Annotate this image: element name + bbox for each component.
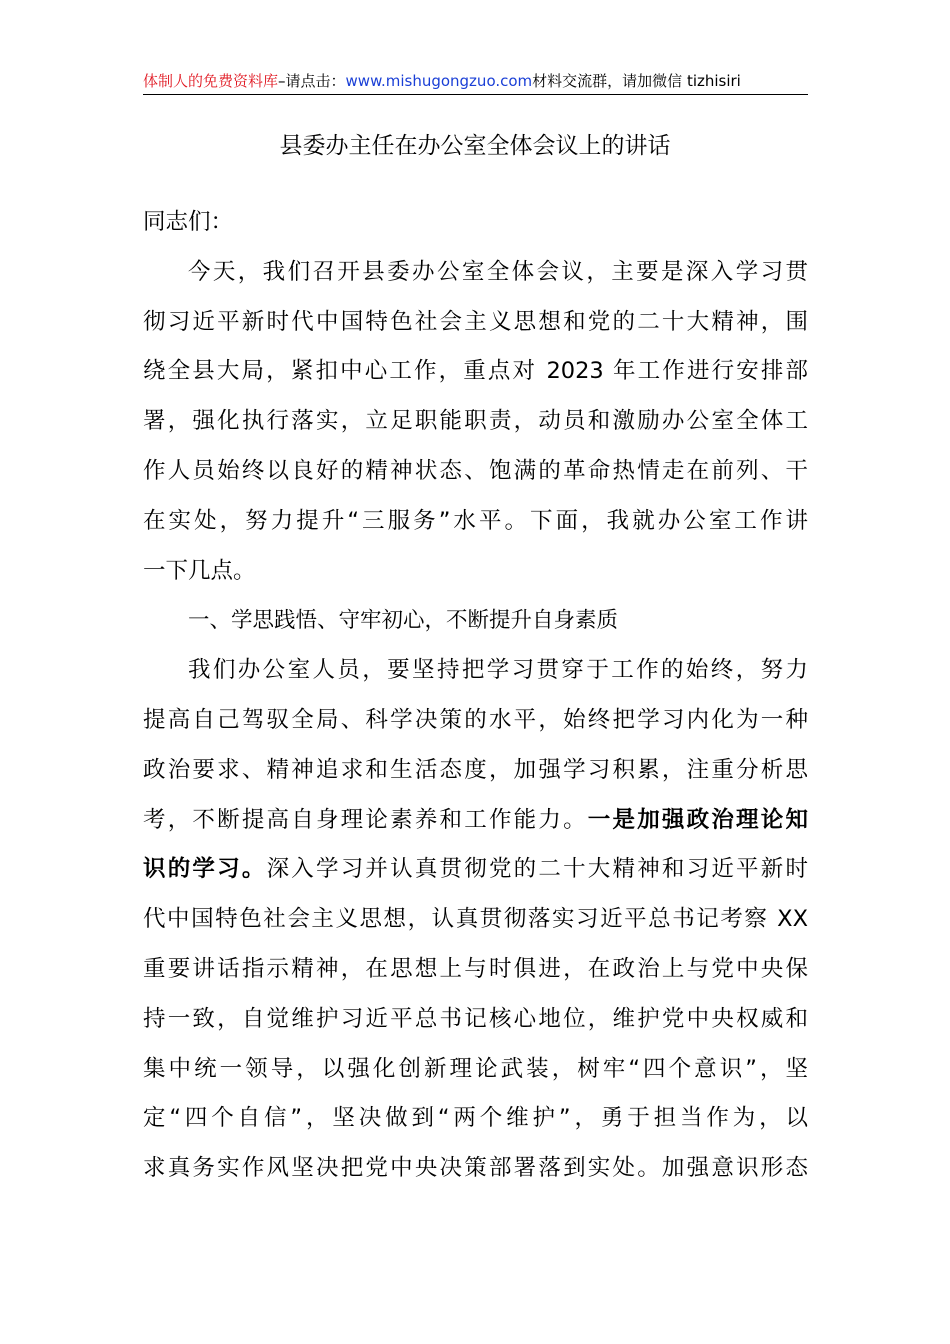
paragraph-line: 我们办公室人员，要坚持把学习贯穿于工作的始终，努力 [188,657,808,684]
paragraph-line: 集中统一领导，以强化创新理论武装，树牢“四个意识”，坚 [143,1055,808,1082]
paragraph-line: 彻习近平新时代中国特色社会主义思想和党的二十大精神，围 [143,308,808,335]
paragraph-line-mixed [143,845,808,895]
bold-lead-text: 一是加强政治理论知 [587,806,808,833]
plain-text: 考，不断提高自身理论素养和工作能力。 [143,806,588,833]
header-prompt: –请点击： [278,72,346,90]
header-brand: 体制人的免费资料库 [143,72,279,90]
header-url-link[interactable]: www.mishugongzuo.com [345,72,533,90]
salutation: 同志们： [143,209,234,235]
paragraph-line: 署，强化执行落实，立足职能职责，动员和激励办公室全体工 [143,408,808,435]
paragraph-line: 代中国特色社会主义思想，认真贯彻落实习近平总书记考察 XX [143,906,808,933]
document-title: 县委办主任在办公室全体会议上的讲话 [279,133,671,159]
paragraph-line: 在实处，努力提升“三服务”水平。下面，我就办公室工作讲 [143,507,808,534]
paragraph-line: 一下几点。 [143,557,256,584]
paragraph-line: 提高自己驾驭全局、科学决策的水平，始终把学习内化为一种 [143,706,808,733]
page-header [143,68,808,95]
plain-text: 深入学习并认真贯彻党的二十大精神和习近平新时 [266,856,808,883]
paragraph-line-mixed [143,796,808,846]
header-note: 材料交流群，请加微信 tizhisiri [532,72,741,90]
paragraph-line: 政治要求、精神追求和生活态度，加强学习积累，注重分析思 [143,756,808,783]
section-heading: 一、学思践悟、守牢初心，不断提升自身素质 [188,608,619,634]
paragraph-line: 今天，我们召开县委办公室全体会议，主要是深入学习贯 [188,258,808,285]
document-body [143,198,808,1194]
paragraph-line: 重要讲话指示精神，在思想上与时俱进，在政治上与党中央保 [143,955,808,982]
bold-lead-text: 识的学习。 [143,856,267,883]
paragraph-line: 绕全县大局，紧扣中心工作，重点对 2023 年工作进行安排部 [143,358,808,385]
paragraph-line: 求真务实作风坚决把党中央决策部署落到实处。加强意识形态 [143,1155,808,1182]
paragraph-line: 定“四个自信”，坚决做到“两个维护”，勇于担当作为，以 [143,1105,808,1132]
paragraph-line: 作人员始终以良好的精神状态、饱满的革命热情走在前列、干 [143,457,808,484]
paragraph-line: 持一致，自觉维护习近平总书记核心地位，维护党中央权威和 [143,1005,808,1032]
